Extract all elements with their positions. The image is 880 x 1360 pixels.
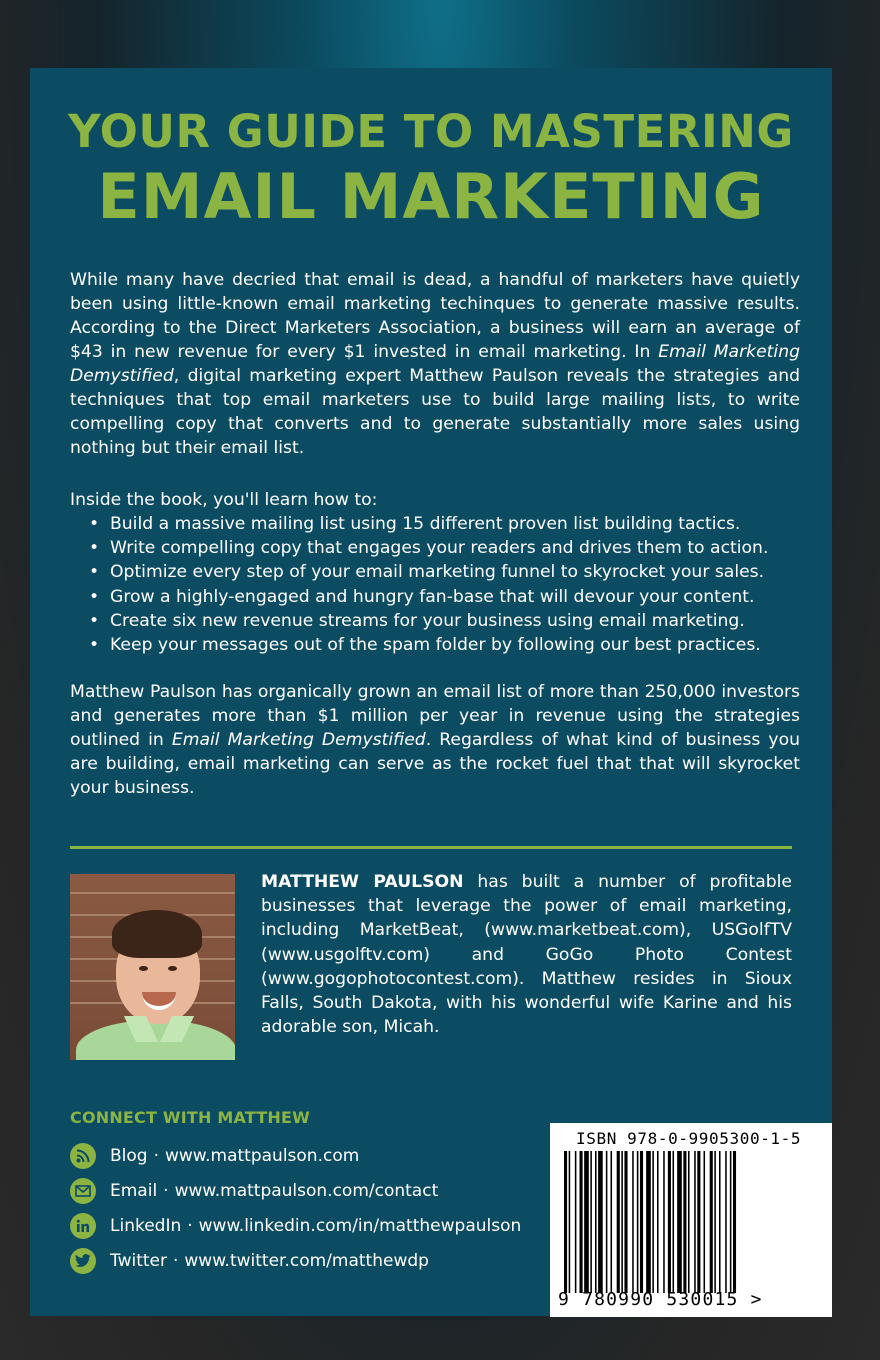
connect-title: CONNECT WITH MATTHEW <box>70 1108 310 1127</box>
connect-email-url[interactable]: www.mattpaulson.com/contact <box>174 1180 439 1201</box>
twitter-bird-icon <box>70 1248 96 1274</box>
heading-line-2: EMAIL MARKETING <box>97 160 765 233</box>
intro-paragraph <box>70 268 800 460</box>
author-photo <box>70 874 235 1060</box>
separator: · <box>187 1215 193 1236</box>
closing-paragraph <box>70 680 800 800</box>
back-cover-panel <box>30 68 832 1316</box>
author-bio-text: has built a number of profitable businesses that leverage the power of email marketing, including MarketBeat, (www.marketbeat.com), USGolfTV (www.usgolftv.com) and GoGo Photo Contest (www.gogophotocontest.com). Matthew resides in Sioux Falls, South Dakota, with his wonderful wife Karine and his adorable son, Micah. <box>261 872 793 1038</box>
connect-email-label: Email <box>110 1180 158 1201</box>
intro-book-title: Email Marketing Demystified <box>70 342 801 386</box>
learning-list <box>70 512 810 657</box>
author-bio <box>261 870 792 1039</box>
connect-linkedin-url[interactable]: www.linkedin.com/in/matthewpaulson <box>198 1215 522 1236</box>
intro-part-1: While many have decried that email is dead, a handful of marketers have quietly been using little-known email marketing techinques to generate massive results. According to the Direct Marketers Association, a business will earn an average of $43 in new revenue for every $1 invested in email marketing. In <box>70 270 800 362</box>
isbn-barcode <box>550 1123 832 1317</box>
connect-email[interactable] <box>70 1173 521 1208</box>
heading-line-1: YOUR GUIDE TO MASTERING <box>68 105 794 158</box>
envelope-icon <box>70 1178 96 1204</box>
separator: · <box>163 1180 169 1201</box>
connect-blog[interactable] <box>70 1138 521 1173</box>
rss-icon <box>70 1143 96 1169</box>
closing-part-2: . Regardless of what kind of business you are building, email marketing can serve as the rocket fuel that that will skyrocket your business. <box>70 730 800 798</box>
list-item: • Build a massive mailing list using 15 different proven list building tactics. <box>70 512 810 536</box>
connect-linkedin-label: LinkedIn <box>110 1215 182 1236</box>
closing-part-1: Matthew Paulson has organically grown an email list of more than 250,000 investors and generates more than $1 million per year in revenue using the strategies outlined in <box>70 682 800 750</box>
connect-linkedin[interactable] <box>70 1208 521 1243</box>
separator: · <box>153 1145 159 1166</box>
list-item: • Write compelling copy that engages your readers and drives them to action. <box>70 536 810 560</box>
connect-links <box>70 1138 521 1278</box>
connect-twitter-url[interactable]: www.twitter.com/matthewdp <box>184 1250 429 1271</box>
connect-twitter[interactable] <box>70 1243 521 1278</box>
linkedin-icon <box>70 1213 96 1239</box>
inside-lead: Inside the book, you'll learn how to: <box>70 490 378 510</box>
separator: · <box>172 1250 179 1271</box>
connect-twitter-label: Twitter <box>110 1250 167 1271</box>
barcode-bars <box>562 1151 812 1293</box>
connect-blog-label: Blog <box>110 1145 148 1166</box>
intro-part-2: , digital marketing expert Matthew Paulson reveals the strategies and techniques that top email marketers use to build large mailing lists, to write compelling copy that converts and to generate substantially more sales using nothing but their email list. <box>70 366 800 458</box>
closing-book-title: Email Marketing Demystified <box>171 730 426 750</box>
list-item: • Create six new revenue streams for your business using email marketing. <box>70 609 810 633</box>
author-name: MATTHEW PAULSON <box>261 872 464 892</box>
list-item: • Optimize every step of your email marketing funnel to skyrocket your sales. <box>70 560 810 584</box>
list-item: • Keep your messages out of the spam folder by following our best practices. <box>70 633 810 657</box>
barcode-digits: 9 780990 530015 > <box>558 1289 763 1310</box>
section-divider <box>70 846 792 849</box>
connect-blog-url[interactable]: www.mattpaulson.com <box>164 1145 360 1166</box>
isbn-number: ISBN 978-0-9905300-1-5 <box>576 1129 802 1148</box>
list-item: • Grow a highly-engaged and hungry fan-base that will devour your content. <box>70 585 810 609</box>
